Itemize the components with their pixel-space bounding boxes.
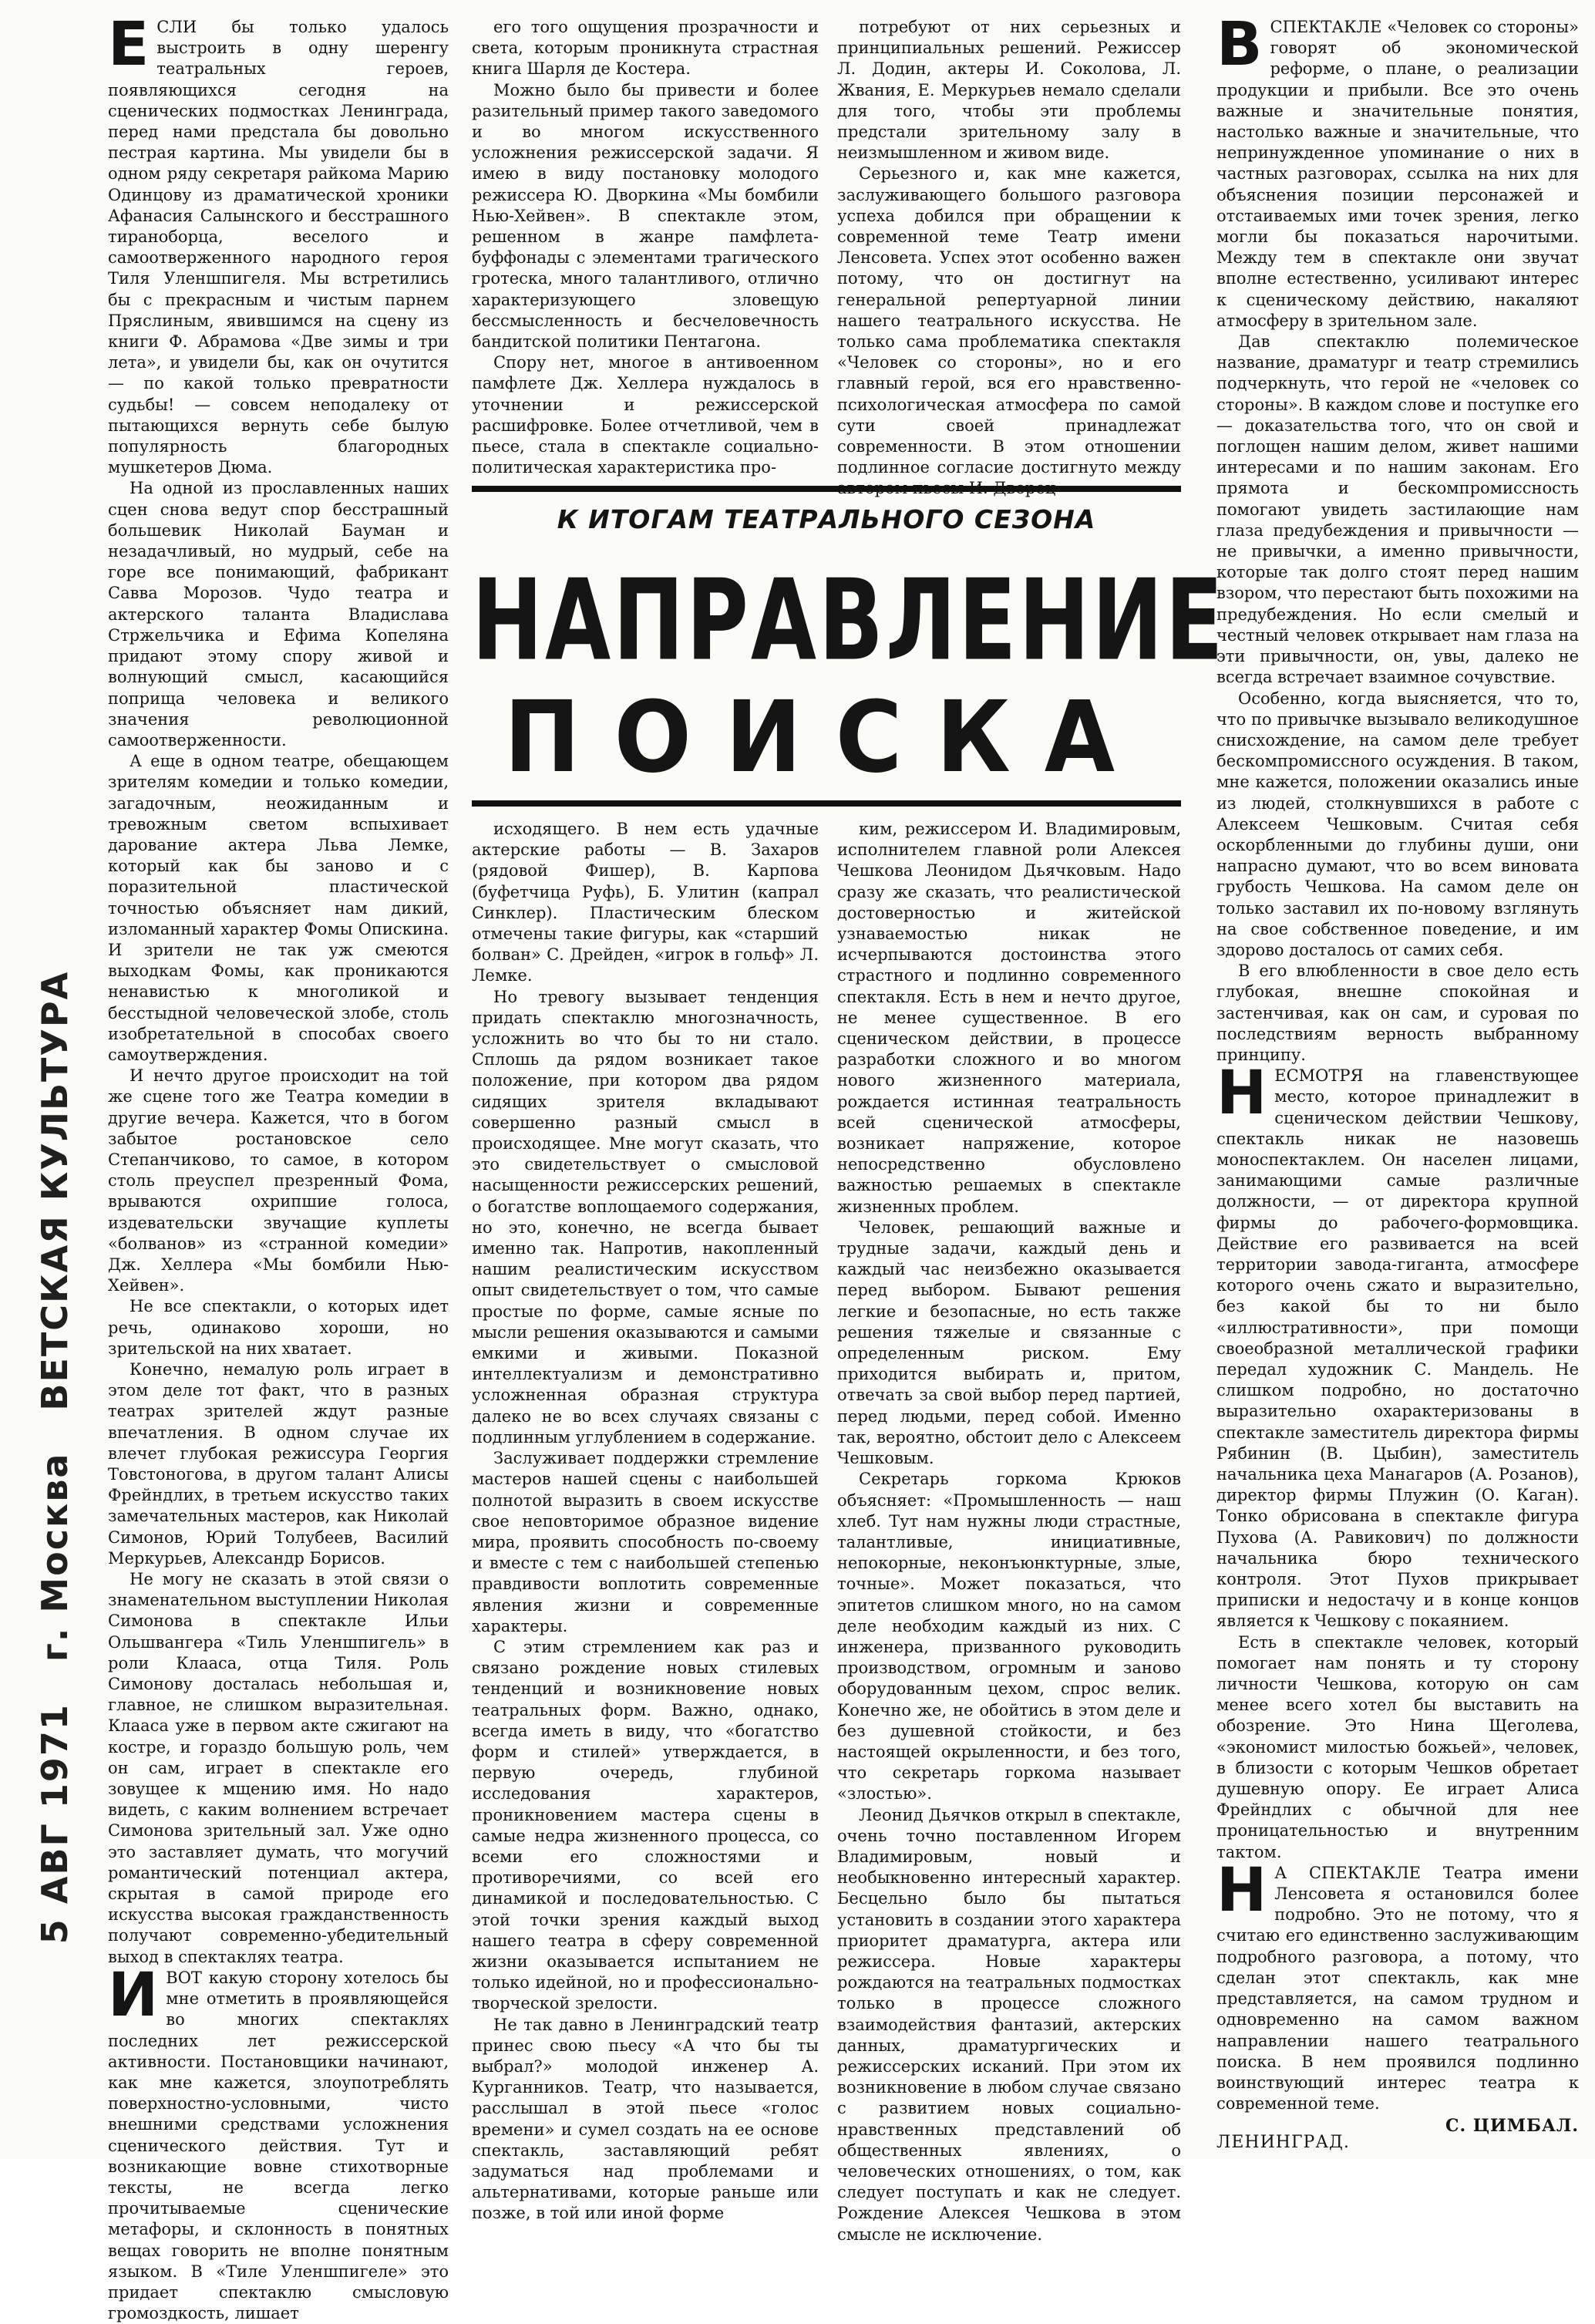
headline-block <box>472 486 1226 810</box>
paragraph: С этим стремлением как раз и связано рождение новых стилевых тенденций и возникновение новых театральных форм. Важно, однако, всегда иметь в виду, что «богатство форм и стилей» утверждается, в первую очередь, глубиной исследования характеров, проникновением мастера сцены в самые недра жизненного процесса, со всеми его сложностями и противоречиями, со всей его динамикой и последовательностью. С этой точки зрения каждый выход нашего театра в сферу современной жизни оказывается испытанием не только идейной, но и профессионально-творческой зрелости. <box>472 1637 819 2013</box>
paragraph: Не могу не сказать в этой связи о знаменательном выступлении Николая Симонова в спектакле Ильи Ольшвангера «Тиль Уленшпигель» в роли Клааса, отца Тиля. Роль Симонову досталась небольшая и, главное, не слишком выразительная. Клааса уже в первом акте сжигают на костре, и гораздо большую роль, чем он сам, играет в спектакле его зовущее к мщению имя. Но надо видеть, с каким волнением встречает Симонова зрительный зал. Уже одно это заставляет думать, что могучий романтический потенциал актера, скрытая в самой природе его искусства высокая гражданственность получают современно-убедительный выход в спектаклях театра. <box>108 1570 449 1966</box>
paragraph: Н А СПЕКТАКЛЕ Театра имени Ленсовета я остановился более подробно. Это не потому, что я считаю его единственно заслуживающим подробного разговора, а потому, что сделан этот спектакль, как мне представляется, на самом трудном и одновременно на самом важном направлении нашего театрального поиска. В нем проявился подлинно воинствующий интерес театра к современной теме. <box>1216 1855 1579 2113</box>
paragraph: ЕСЛИ бы только удалось выстроить в одну шеренгу театральных героев, появляющихся сегодня на сценических подмостках Ленинграда, перед нами предстала бы довольно пестрая картина. Мы увидели бы в одном ряду секретаря райкома Марию Одинцову из драматической хроники Афанасия Салынского и бесстрашного тираноборца, веселого и самоотверженного народного героя Тиля Уленшпигеля. Мы встретились бы с прекрасным и чистым парнем Пряслиным, явившимся на сцену из книги Ф. Абрамова «Две зимы и три лета», и увидели бы, как он очутится — по какой только превратности судьбы! — совсем неподалеку от пытающихся вернуть себе былую популярность благородных мушкетеров Дюма. <box>108 10 449 477</box>
paragraph: На одной из прославленных наших сцен снова ведут спор бесстрашный большевик Николай Бауман и незадачливый, но мудрый, себе на горе все понимающий, фабрикант Савва Морозов. Чудо театра и актерского таланта Владислава Стржельчика и Ефима Копеляна придают этому спору живой и волнующий смысл, касающийся поприща человека и великого значения революционной самоотверженности. <box>108 479 449 749</box>
paragraph: В его влюбленности в свое дело есть глубокая, внешне спокойная и застенчивая, как он сам, и суровая по последствиям верность выбранному принципу. <box>1216 962 1579 1064</box>
column-2-bottom <box>472 819 819 2223</box>
paragraph: Конечно, немалую роль играет в этом деле тот факт, что в разных театрах зрителей ждут разные впечатления. В одном случае их влечет глубокая режиссура Георгия Товстоногова, в другом талант Алисы Фрейндлих, в третьем искусство таких замечательных мастеров, как Николай Симонов, Юрий Толубеев, Василий Меркурьев, Александр Борисов. <box>108 1360 449 1568</box>
headline-bottom-rule <box>472 800 1181 807</box>
rubric: К ИТОГАМ ТЕАТРАЛЬНОГО СЕЗОНА <box>557 504 1096 534</box>
paragraph: Можно было бы привести и более разительный пример такого заведомого и во многом искусственного усложнения режиссерской задачи. Я имею в виду постановку молодого режиссера Ю. Дворкина «Мы бомбили Нью-Хейвен». В спектакле этом, решенном в жанре памфлета-буффонады с элементами трагического гротеска, много талантливого, отлично характеризующего зловещую бессмысленность и бесчеловечность бандитской политики Пентагона. <box>472 80 819 352</box>
column-2-top <box>472 17 819 480</box>
paragraph: потребуют от них серьезных и принципиальных решений. Режиссер Л. Додин, актеры И. Соколова, Л. Жвания, Е. Меркурьев немало сделали для того, чтобы эти проблемы предстали зрительному залу в неизмышленном и живом виде. <box>837 18 1181 163</box>
drop-cap: В <box>1216 10 1263 79</box>
stamp-date: 5 АВГ 1971 <box>34 1703 76 1945</box>
paragraph: НЕСМОТРЯ на главенствующее место, которое принадлежит в сценическом действии Чешкову, спектакль никак не назовешь моноспектаклем. Он населен лицами, занимающими самые различные должности, — от директора крупной фирмы до рабочего-формовщика. Действие его развивается на всей территории завода-гиганта, атмосфере которого очень сжато и выразительно, без какой бы то ни было «иллюстративности», при помощи своеобразной металлической графики передал художник С. Мандель. Не слишком подробно, но достаточно выразительно охарактеризованы в спектакле заместитель директора фирмы Рябинин (В. Цыбин), заместитель начальника цеха Манагаров (А. Розанов), директор фирмы Плужин (О. Каган). Тонко обрисована в спектакле фигура Пухова (А. Равикович) по должности начальника бюро технического контроля. Этот Пухов прикрывает приписки и недостачу и в конце концов является к Чешкову с покаянием. <box>1216 1059 1579 1631</box>
stamp-city: г. Москва <box>34 1452 76 1662</box>
paragraph: Спору нет, многое в антивоенном памфлете Дж. Хеллера нуждалось в уточнении и режиссерской расшифровке. Более отчетливой, чем в пьесе, стала в спектакле социально-политическая характеристика про- <box>472 353 819 477</box>
headline-top-rule <box>472 486 1181 492</box>
paragraph: Не все спектакли, о которых идет речь, одинаково хороши, но зрительской на них хватает. <box>108 1297 449 1358</box>
drop-cap: Е <box>108 10 150 79</box>
column-3-top <box>837 17 1181 480</box>
paragraph: А еще в одном театре, обещающем зрителям комедии и только комедии, загадочным, неожиданным и тревожным светом вспыхивает дарование актера Льва Лемке, который как бы заново и с поразительной пластической точностью объясняет нам дикий, изломанный характер Фомы Опискина. И зрители не так уж смеются выходкам Фомы, как проникаются ненавистью к многоликой и бесстыдной человеческой злобе, столь изобретательной в способах своего самоутверждения. <box>108 752 449 1064</box>
drop-cap: Н <box>1216 1855 1267 1925</box>
author-name: С. ЦИМБАЛ. <box>1445 2116 1579 2136</box>
author-place: ЛЕНИНГРАД. <box>1216 2133 1350 2152</box>
margin-stamp <box>20 970 89 1945</box>
paragraph: Не так давно в Ленинградский театр принес свою пьесу «А что бы ты выбрал?» молодой инженер А. Курганников. Театр, что называется, расслышал в этой пьесе «голос времени» и сумел создать на ее основе спектакль, заставляющий ребят задуматься над проблемами и альтернативами, которые раньше или позже, в той или иной форме <box>472 2015 819 2223</box>
paragraph: Серьезного и, как мне кажется, заслуживающего большого разговора успеха добился при обращении к современной теме Театр имени Ленсовета. Успех этот особенно важен потому, что он достигнут на генеральной репертуарной линии нашего театрального искусства. Не только сама проблематика спектакля «Человек со стороны», но и его главный герой, вся его нравственно-психологическая атмосфера по самой сути своей принадлежат современности. В этом отношении подлинное согласие достигнуто между <box>837 164 1181 477</box>
paragraph: исходящего. В нем есть удачные актерские работы — В. Захаров (рядовой Фишер), В. Карпова (буфетчица Руфь), Б. Улитин (капрал Синклер). Пластическим блеском отмечены такие фигуры, как «старший болван» С. Дрейден, «игрок в гольф» Л. Лемке. <box>472 820 819 985</box>
headline-line-2: ПОИСКА <box>503 679 1149 795</box>
column-1 <box>108 10 449 2323</box>
paragraph: Особенно, когда выясняется, что то, что по привычке вызывало великодушное снисхождение, на самом деле требует бескомпромиссного осуждения. В таком, мне кажется, положении оказались иные из людей, столкнувшихся в работе с Алексеем Чешковым. Считая себя оскорбленными до глубины души, они напрасно думают, что во всем виновата грубость Чешкова. На самом деле он только заставил их по-новому взглянуть на свое собственное поведение, и им здорово досталось от самих себя. <box>1216 689 1579 959</box>
stamp-paper: ВЕТСКАЯ КУЛЬТУРА <box>34 970 76 1411</box>
paragraph: Человек, решающий важные и трудные задачи, каждый день и каждый час неизбежно оказывается перед выбором. Бывают решения легкие и безопасные, но есть также решения тяжелые и связанные с определенным риском. Ему приходится выбирать и, притом, отвечать за свой выбор перед партией, перед людьми, перед собой. Именно так, вероятно, обстоит дело с Алексеем Чешковым. <box>837 1218 1181 1468</box>
headline-line-1: НАПРАВЛЕНИЕ <box>472 554 1226 685</box>
paragraph: И нечто другое происходит на той же сцене того же Театра комедии в другие вечера. Кажется, что в богом забытое ростановское село Степанчиково, то самое, в котором столь преуспел презренный Фома, врываются охрипшие голоса, издевательски звучащие куплеты «болванов» из «странной комедии» Дж. Хеллера «Мы бомбили Нью-Хейвен». <box>108 1066 449 1295</box>
paragraph: ким, режиссером И. Владимировым, исполнителем главной роли Алексея Чешкова Леонидом Дьячковым. Надо сразу же сказать, что реалистической достоверностью и житейской узнаваемостью никак не исчерпываются достоинства этого страстного и подлинно современного спектакля. Есть в нем и нечто другое, не менее существенное. В его сценическом действии, в процессе разработки сложного и во многом нового жизненного материала, рождается истинная театральность всей сценической атмосферы, возникает напряжение, которое непосредственно обусловлено важностью решаемых в спектакле жизненных проблем. <box>837 820 1181 1216</box>
drop-cap: Н <box>1216 1059 1267 1129</box>
paragraph: ВСПЕКТАКЛЕ «Человек со стороны» говорят об экономической реформе, о плане, о реализации продукции и прибыли. Все это очень важные и значительные понятия, настолько важные и значительные, что непринужденное упоминание о них в частных разговорах, ссылка на них для объяснения позиции персонажей и отстаиваемых ими точек зрения, легко могли бы показаться нарочитыми. Между тем в спектакле они звучат вполне естественно, усиливают интерес к сценическому действию, накаляют атмосферу в зрительном зале. <box>1216 10 1579 330</box>
drop-cap: И <box>108 1960 159 2030</box>
column-4 <box>1216 10 1579 2113</box>
column-3-bottom <box>837 819 1181 2244</box>
paragraph: Но тревогу вызывает тенденция придать спектаклю многозначность, усложнить во что бы то ни стало. Сплошь да рядом возникает такое положение, при котором два рядом сидящих зрителя вкладывают совершенно разный смысл в происходящее. Мне могут сказать, что это свидетельствует о смысловой насыщенности режиссерских решений, о богатстве воплощаемого содержания, но это, конечно, не всегда бывает именно так. Напротив, накопленный нашим реалистическим искусством опыт свидетельствует о том, что самые простые по форме, самые ясные по мысли решения оказываются и самыми емкими и живыми. Показной интеллектуализм и демонстративно усложненная образная структура далеко не во всех случаях связаны с подлинным углублением в содержание. <box>472 987 819 1447</box>
paragraph: Заслуживает поддержки стремление мастеров нашей сцены с наибольшей полнотой выразить в своем искусстве свое неповторимое образное видение мира, проявить способность по-своему и вместе с тем с наибольшей степенью правдивости воплотить современные явления жизни и современные характеры. <box>472 1449 819 1635</box>
paragraph: Леонид Дьячков открыл в спектакле, очень точно поставленном Игорем Владимировым, новый и необыкновенно интересный характер. Бесцельно было бы пытаться установить в создании этого характера приоритет драматурга, актера или режиссера. Новые характеры рождаются на театральных подмостках только в процессе сложного взаимодействия фантазий, актерских данных, драматургических и режиссерских исканий. При этом их возникновение в любом случае связано с развитием новых социально-нравственных представлений об общественных явлениях, о человеческих отношениях, о том, как следует поступать и как не следует. Рождение Алексея Чешкова в этом смысле не исключение. <box>837 1805 1181 2244</box>
paragraph: Есть в спектакле человек, который помогает нам понять и ту сторону личности Чешкова, которую он сам менее всего хотел бы выставить на обозрение. Это Нина Щеголева, «экономист милостью божьей», человек, в близости с которым Чешков обретает душевную опору. Ее играет Алиса Фрейндлих с обычной для нее проницательностью и внутренним тактом. <box>1216 1632 1579 1861</box>
paragraph: Дав спектаклю полемическое название, драматург и театр стремились подчеркнуть, что герой не «человек со стороны». В каждом слове и поступке его — доказательства того, что он свой и поглощен нашим делом, живет нашими интересами и по нашим законам. Его прямота и бескомпромиссность помогают увидеть застилающие нам глаза предубеждения и привычности — не привычки, а именно привычности, которые так долго стоят перед нашим взором, что перестают быть похожими на предубеждения. Но если смелый и честный человек открывает нам глаза на эти привычности, он, увы, далеко не всегда встречает взаимное сочувствие. <box>1216 332 1579 687</box>
paragraph: ИВОТ какую сторону хотелось бы мне отметить в проявляющейся во многих спектаклях последних лет режиссерской активности. Постановщики начинают, как мне кажется, злоупотреблять поверхностно-условными, чисто внешними средствами усложнения сценического действия. Тут и возникающие вовне стихотворные тексты, не всегда легко прочитываемые сценические метафоры, и склонность в понятных вещах говорить не вполне понятным языком. В «Тиле Уленшпигеле» это придает спектаклю смысловую громоздкость, лишает <box>108 1960 449 2323</box>
paragraph: его того ощущения прозрачности и света, которым проникнута страстная книга Шарля де Костера. <box>472 18 819 79</box>
paragraph: Секретарь горкома Крюков объясняет: «Промышленность — наш хлеб. Тут нам нужны люди страстные, талантливые, инициативные, непокорные, неконъюнктурные, злые, точные». Может показаться, что эпитетов слишком много, но на самом деле необходим каждый из них. С инженера, призванного руководить производством, огромным и заново оборудованным цехом, спрос велик. Конечно же, не обойтись в этом деле и без душевной стойкости, и без настоящей окрыленности, и без того, что секретарь горкома называет «злостью». <box>837 1470 1181 1804</box>
